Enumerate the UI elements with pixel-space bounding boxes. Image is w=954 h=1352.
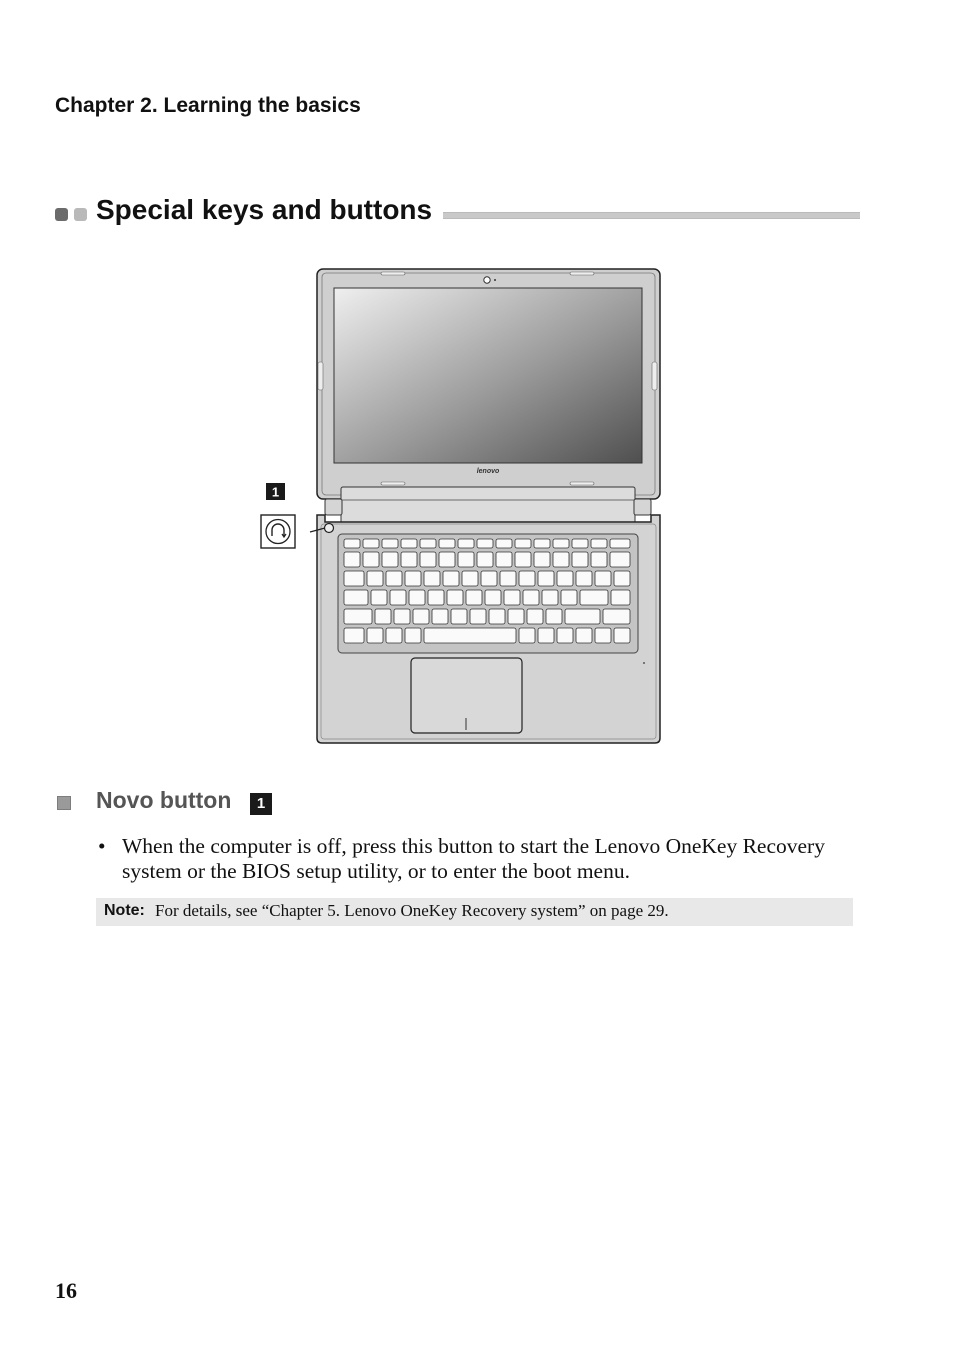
hinge <box>341 487 635 523</box>
note-box <box>96 898 853 926</box>
heading-bullet-icon <box>57 796 71 810</box>
section-title: Special keys and buttons <box>96 194 433 225</box>
section-square-light-icon <box>74 208 87 221</box>
laptop-illustration <box>250 262 670 752</box>
callout-number: 1 <box>271 484 280 500</box>
note-text: For details, see “Chapter 5. Lenovo OneKey Recovery system” on page 29. <box>155 901 669 920</box>
section-rule <box>443 212 860 219</box>
novo-description: When the computer is off, press this button to start the Lenovo OneKey Recovery system or the BIOS setup utility, or to enter the boot menu. <box>122 834 825 883</box>
brand-logo: lenovo <box>476 468 500 475</box>
bullet-marker: • <box>98 834 106 858</box>
section-square-dark-icon <box>55 208 68 221</box>
page-number: 16 <box>55 1278 77 1303</box>
webcam-icon <box>484 277 490 283</box>
section-header <box>55 194 860 234</box>
novo-button-title: Novo button <box>96 787 232 813</box>
laptop-figure <box>250 262 670 752</box>
laptop-screen <box>334 288 642 463</box>
note-label: Note: <box>104 902 145 919</box>
novo-callout-number: 1 <box>250 793 272 815</box>
novo-button[interactable] <box>325 524 334 533</box>
chapter-heading: Chapter 2. Learning the basics <box>55 94 361 117</box>
